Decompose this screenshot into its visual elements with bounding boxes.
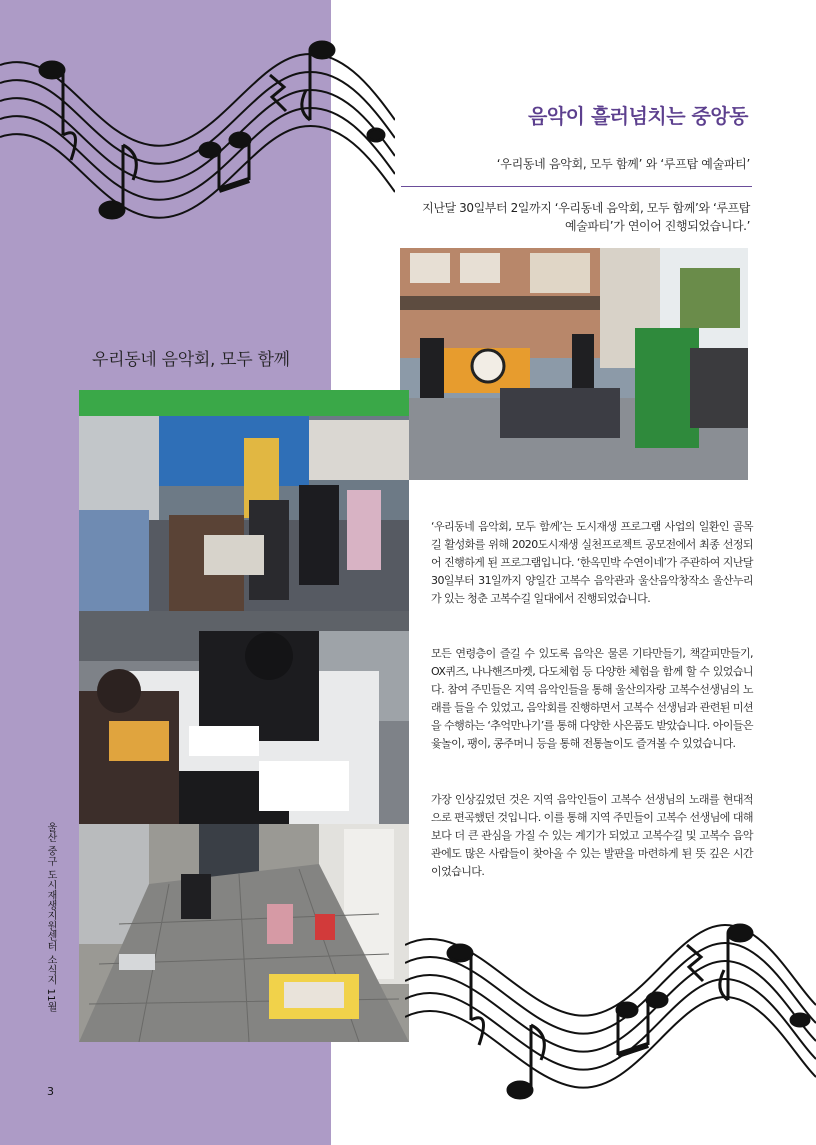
article-paragraph: 가장 인상깊었던 것은 지역 음악인들이 고복수 선생님의 노래를 현대적으로 편곡했던 것입니다. 이를 통해 지역 주민들이 고복수 선생님에 대해 보다 더 큰 관심을 가질 수 있는 계기가 되었고 고복수길 및 고복수 음악관에도 많은 사람들이 찾아올 수 있는 발판을 마련하게 된 뜻 깊은 시간이었습니다.: [431, 793, 753, 878]
title-divider: [401, 186, 752, 187]
article-paragraph: 모든 연령층이 즐길 수 있도록 음악은 물론 기타만들기, 책갈피만들기, OX퀴즈, 나나핸즈마켓, 다도체험 등 다양한 체험을 함께 할 수 있었습니다. 참여 주민들은 지역 음악인들을 통해 울산의자랑 고복수선생님의 노래를 들을 수 있었고, 음악회를 진행하면서 고복수 선생님과 관련된 미션을 수행하는 ‘추억만나기’를 통해 다양한 사은품도 받았습니다. 아이들은 윷놀이, 팽이, 콩주머니 등을 통해 전통놀이도 즐겨볼 수 있었습니다.: [431, 647, 753, 750]
section-heading: 우리동네 음악회, 모두 함께: [92, 350, 290, 370]
page-number: 3: [47, 1085, 54, 1098]
page-subtitle: ‘우리동네 음악회, 모두 함께’ 와 ‘루프탑 예술파티’: [496, 157, 750, 171]
newsletter-caption: 울산 중구 도시재생지원센터 소식지 11월: [45, 822, 56, 1012]
music-staff-icon: [405, 905, 816, 1120]
alley-games-photo: [79, 824, 409, 1042]
crafts-booth-photo: [79, 390, 409, 611]
concert-photo: [400, 248, 748, 480]
music-staff-icon: [0, 25, 395, 240]
page-title: 음악이 흘러넘치는 중앙동: [528, 104, 748, 128]
lead-text: 지난달 30일부터 2일까지 ‘우리동네 음악회, 모두 함께’와 ‘루프탑 예술파티’가 연이어 진행되었습니다.’: [422, 201, 750, 233]
table-activity-photo: [79, 611, 409, 824]
article-paragraph: ‘우리동네 음악회, 모두 함께’는 도시재생 프로그램 사업의 일환인 골목길 활성화를 위해 2020도시재생 실천프로젝트 공모전에서 최종 선정되어 진행하게 된 프로그램입니다. ‘한옥민박 수연이네’가 주관하여 지난달 30일부터 31일까지 양일간 고복수 음악관과 울산음악창작소 울산누리가 있는 청춘 고복수길 일대에서 진행되었습니다.: [431, 520, 753, 605]
